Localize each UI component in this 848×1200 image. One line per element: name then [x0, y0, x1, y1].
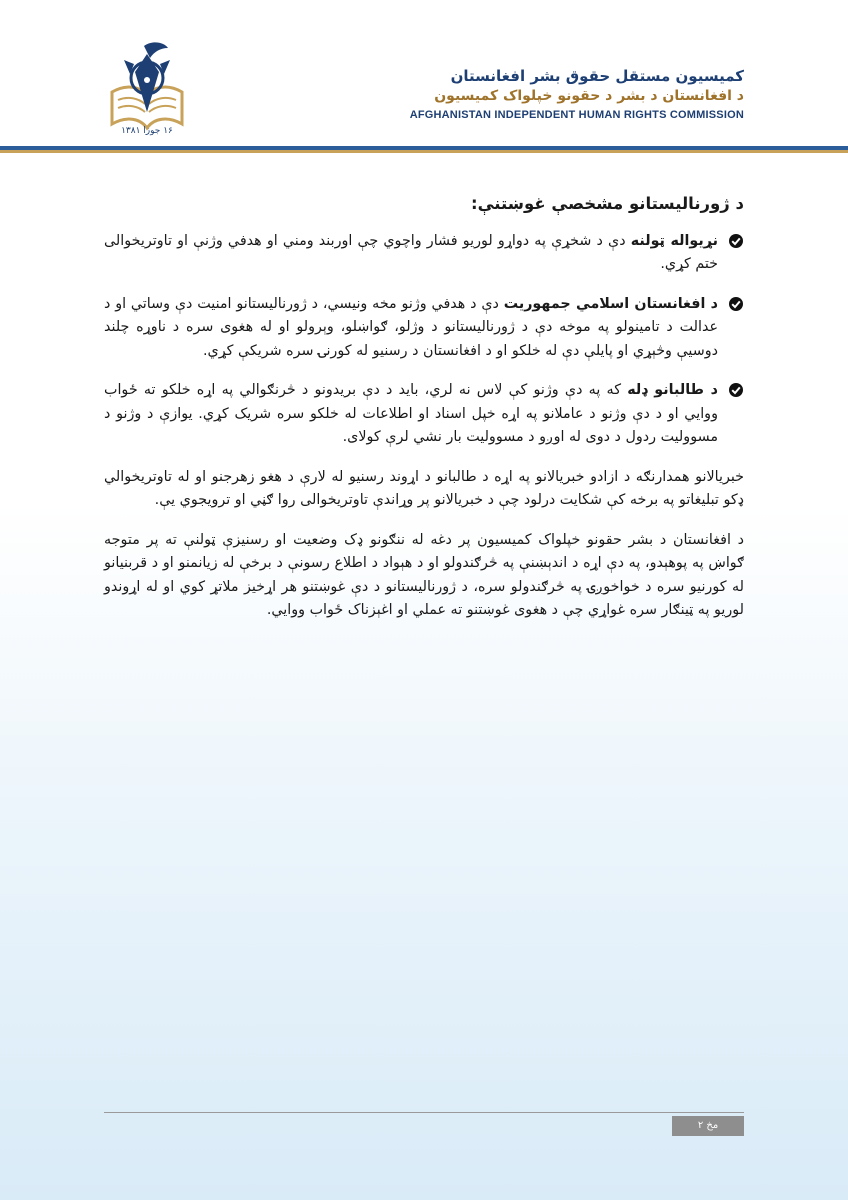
- title-pashto: د افغانستان د بشر د حقونو خپلواک کمیسیون: [434, 88, 744, 104]
- header-divider-gold: [0, 150, 848, 153]
- footer-divider: [104, 1112, 744, 1113]
- check-circle-icon: [728, 296, 744, 312]
- demand-text: دې د شخړې په دواړو لوریو فشار واچوي چې اوربند ومني او هدفي وژنې او تاوتریخوالی ختم کړي.: [104, 232, 718, 272]
- document-body: [104, 192, 744, 639]
- paragraph: د افغانستان د بشر حقونو خپلواک کمیسیون پر دغه له ننګونو ډک وضعیت او رسنیزې ټولنې ته پر متوجه ګواښ په پوهېدو، په دې اړه د اندېښنې په څرګندولو او د هېواد د اطلاع رسونې د برخې له زیانمنو او د قربنیانو له کورنیو سره د خواخوږۍ په څرګندولو سره، د ژورنالیستانو د دې غوښتنو هر اړخیز ملاتړ کوي او له اړوندو لوریو په ټینګار سره غواړي چې د هغوی غوښتنو ته عملي او اغېزناک ځواب ووایي.: [104, 531, 744, 618]
- logo-date-caption: ۱۶ جوزا ۱۳۸۱: [121, 126, 173, 136]
- page-number: مخ ۲: [672, 1116, 744, 1136]
- check-circle-icon: [728, 233, 744, 249]
- page-header: [0, 0, 848, 160]
- demand-text: که په دې وژنو کې لاس نه لري، باید د دې بریدونو د څرنګوالي په اړه خلکو ته ځواب ووایي او د دې وژنو د عاملانو په اړه خپل اسناد او اطلاعات له خلکو سره شریک کړي. یوازې د وژنو د مسوولیت ردول د دوی له اوږو د مسوولیت بار نشي لرې کولای.: [104, 382, 718, 445]
- paragraph: خبریالانو همدارنګه د ازادو خبریالانو په اړه د طالبانو د اړوند رسنیو له لارې د هغو زهرجنو او له تاوتریخوالي ډکو تبلیغاتو په برخه کې شکایت درلود چې د خبریالانو پر وړاندې تاوتریخوالی روا ګڼي او ترویجوي يې.: [104, 468, 744, 508]
- demand-subject: نړیواله ټولنه: [630, 232, 719, 249]
- demand-subject: د افغانستان اسلامي جمهوریت: [503, 295, 718, 312]
- demand-item: [104, 379, 744, 450]
- organization-titles: [410, 66, 744, 124]
- demand-subject: د طالبانو ډله: [627, 382, 719, 398]
- demand-item: [104, 293, 744, 364]
- demand-item: [104, 230, 744, 277]
- title-dari: کمیسیون مستقل حقوق بشر افغانستان: [450, 67, 744, 85]
- check-circle-icon: [728, 382, 744, 398]
- section-heading: د ژورنالیستانو مشخصې غوښتنې:: [471, 194, 744, 213]
- title-english: AFGHANISTAN INDEPENDENT HUMAN RIGHTS COMMISSION: [409, 109, 744, 121]
- demand-text: دې د هدفي وژنو مخه ونیسي، د ژورنالیستانو امنیت دې وساتي او د عدالت د تامینولو په موخه دې د ژورنالیستانو د وژلو، ګواښلو، وېرولو او له هغوی سره د ناوړه چلند دوسیې وڅېړي او پایلې دې له خلکو او د افغانستان د رسنیو له کورنۍ سره شریکې کړي.: [104, 295, 718, 359]
